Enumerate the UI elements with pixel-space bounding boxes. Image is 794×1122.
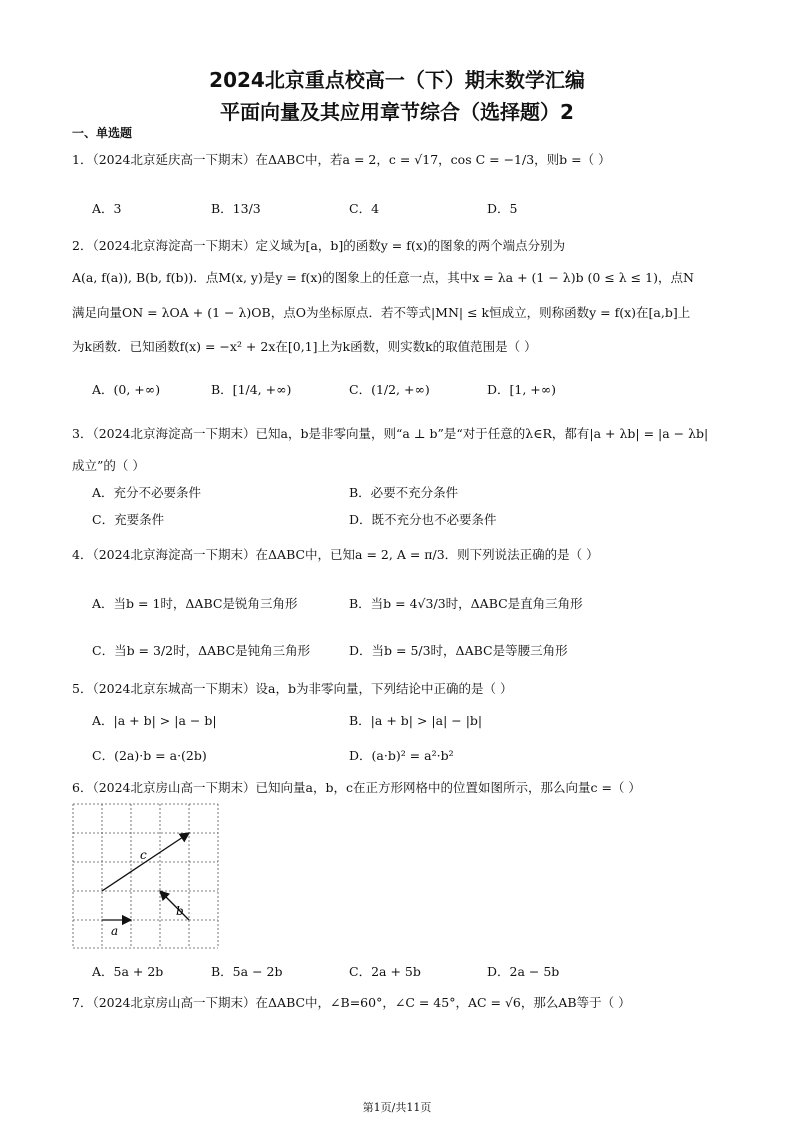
- document-title: 2024北京重点校高一（下）期末数学汇编: [209, 68, 585, 92]
- q5-option-d: D．(a·b)² = a²·b²: [349, 748, 454, 763]
- q6-option-a: A．5a + 2b: [92, 964, 164, 979]
- vector-b-arrow: [160, 891, 189, 920]
- q2-option-a: A．(0, +∞): [92, 382, 161, 397]
- vector-grid-figure: [72, 803, 222, 949]
- q3-option-b: B．必要不充分条件: [349, 485, 459, 500]
- question-5-stem: 5．（2024北京东城高一下期末）设a，b为非零向量，下列结论中正确的是（ ）: [72, 681, 513, 696]
- q4-option-b: B．当b = 4√3/3时，ΔABC是直角三角形: [349, 596, 583, 611]
- q6-option-d: D．2a − 5b: [487, 964, 560, 979]
- vector-a-label: a: [111, 924, 119, 938]
- question-2-line-1: 2．（2024北京海淀高一下期末）定义域为[a，b]的函数y = f(x)的图象的两个端点分别为: [72, 238, 566, 253]
- q2-option-b: B．[1/4, +∞): [211, 382, 292, 397]
- q1-option-c: C．4: [349, 201, 380, 216]
- question-2-line-2: A(a, f(a)), B(b, f(b))．点M(x, y)是y = f(x)的图象上的任意一点，其中x = λa + (1 − λ)b (0 ≤ λ ≤ 1)，点N: [72, 270, 694, 285]
- question-7-stem: 7．（2024北京房山高一下期末）在ΔABC中，∠B=60°，∠C = 45°，AC = √6，那么AB等于（ ）: [72, 995, 631, 1010]
- q5-option-c: C．(2a)·b = a·(2b): [92, 748, 207, 763]
- q1-option-d: D．5: [487, 201, 518, 216]
- q3-option-d: D．既不充分也不必要条件: [349, 512, 497, 527]
- q2-option-d: D．[1, +∞): [487, 382, 557, 397]
- q4-option-a: A．当b = 1时，ΔABC是锐角三角形: [92, 596, 298, 611]
- page-footer: 第1页/共11页: [362, 1101, 432, 1114]
- question-3-line-1: 3．（2024北京海淀高一下期末）已知a，b是非零向量，则“a ⊥ b”是“对于任意的λ∈R，都有|a + λb| = |a − λb|: [72, 426, 709, 441]
- section-heading: 一、单选题: [72, 126, 133, 140]
- vector-b-label: b: [176, 904, 184, 918]
- question-3-line-2: 成立”的（ ）: [72, 458, 145, 473]
- q5-option-b: B．|a + b| > |a| − |b|: [349, 713, 483, 728]
- q5-option-a: A．|a + b| > |a − b|: [92, 713, 217, 728]
- q2-option-c: C．(1/2, +∞): [349, 382, 430, 397]
- grid-lines: [73, 804, 218, 948]
- q1-option-a: A．3: [92, 201, 122, 216]
- q6-option-c: C．2a + 5b: [349, 964, 421, 979]
- q3-option-c: C．充要条件: [92, 512, 165, 527]
- question-6-stem: 6．（2024北京房山高一下期末）已知向量a，b，c在正方形网格中的位置如图所示，那么向量c =（ ）: [72, 780, 641, 795]
- q3-option-a: A．充分不必要条件: [92, 485, 202, 500]
- q4-option-d: D．当b = 5/3时，ΔABC是等腰三角形: [349, 643, 568, 658]
- document-subtitle: 平面向量及其应用章节综合（选择题）2: [220, 100, 574, 124]
- q4-option-c: C．当b = 3/2时，ΔABC是钝角三角形: [92, 643, 311, 658]
- vector-c-label: c: [140, 848, 147, 862]
- vector-c-arrow: [102, 833, 189, 891]
- question-2-line-3: 满足向量ON = λOA + (1 − λ)OB，点O为坐标原点．若不等式|MN| ≤ k恒成立，则称函数y = f(x)在[a,b]上: [72, 305, 691, 320]
- question-2-line-4: 为k函数．已知函数f(x) = −x² + 2x在[0,1]上为k函数，则实数k的取值范围是（ ）: [72, 339, 537, 354]
- q1-option-b: B．13/3: [211, 201, 261, 216]
- question-4-stem: 4．（2024北京海淀高一下期末）在ΔABC中，已知a = 2, A = π/3．则下列说法正确的是（ ）: [72, 547, 599, 562]
- q6-option-b: B．5a − 2b: [211, 964, 283, 979]
- question-1-stem: 1．（2024北京延庆高一下期末）在ΔABC中，若a = 2，c = √17，cos C = −1/3，则b =（ ）: [72, 152, 611, 167]
